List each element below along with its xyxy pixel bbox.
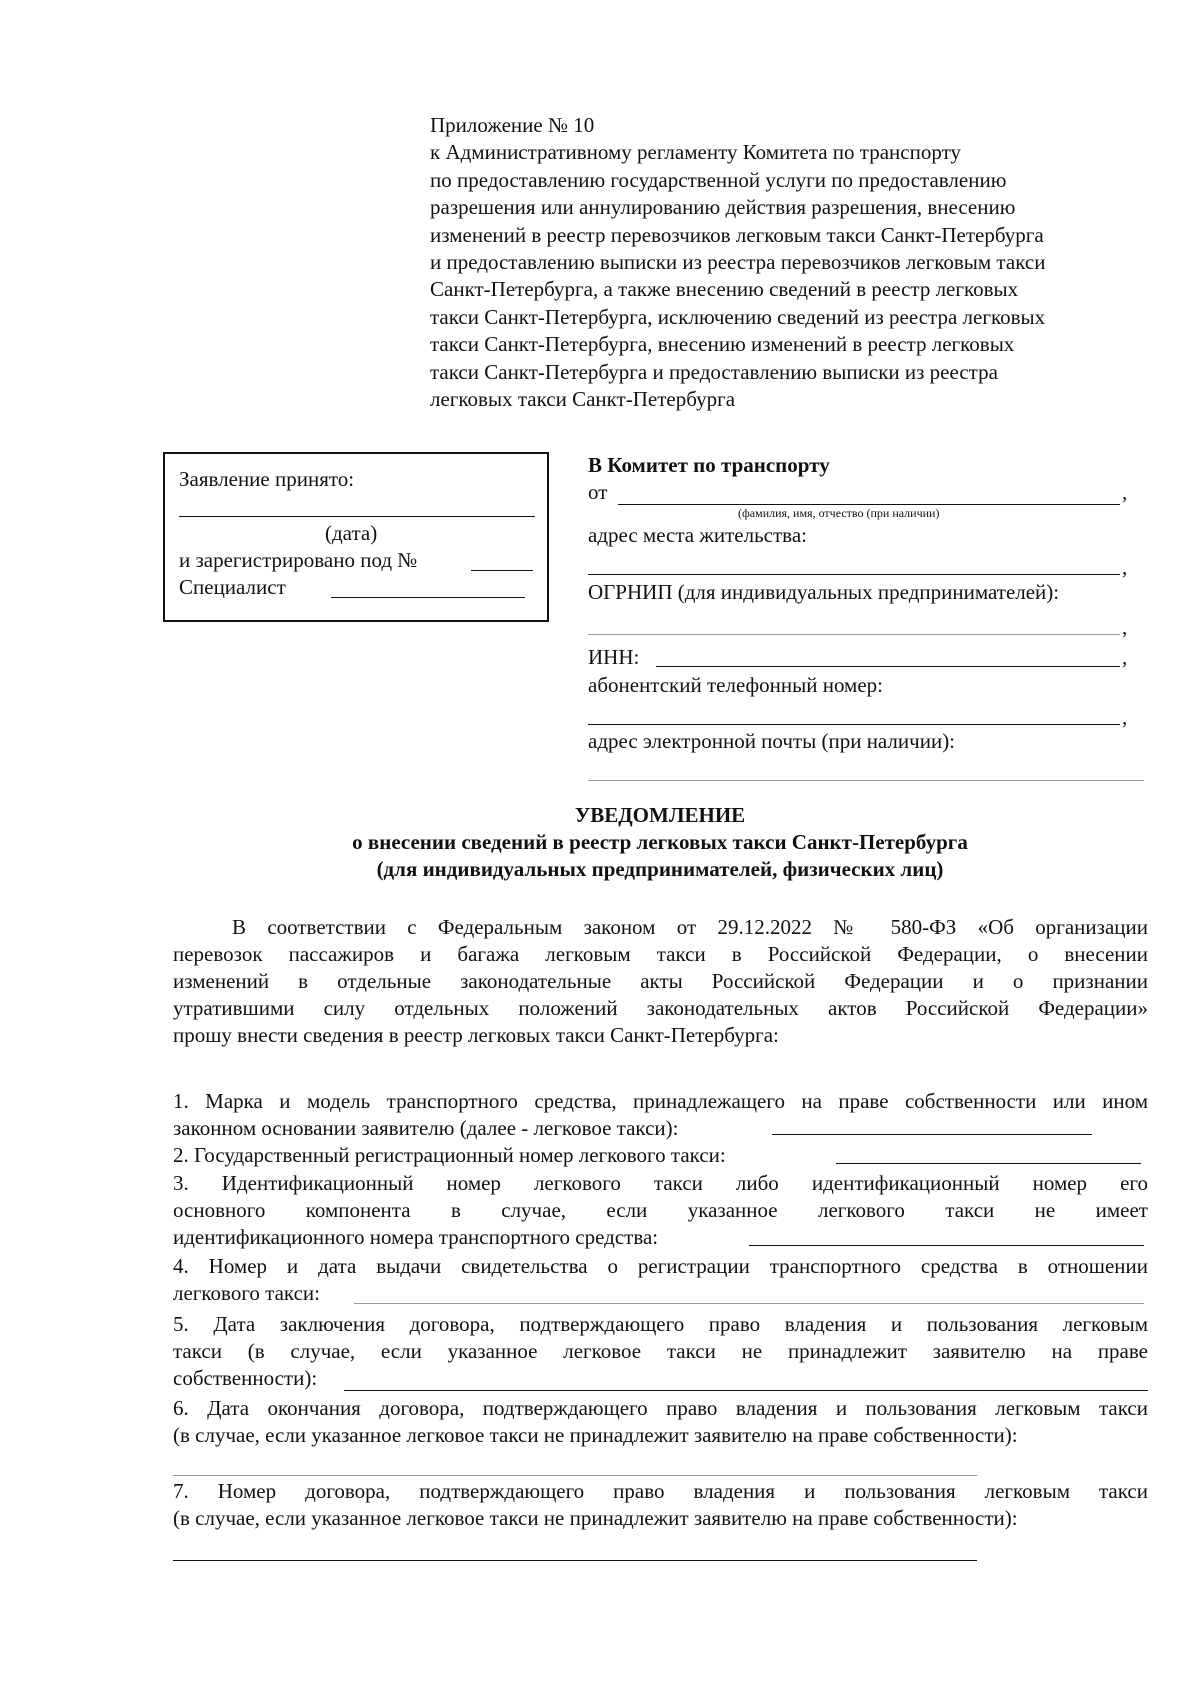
appendix-line: Приложение № 10 bbox=[430, 113, 595, 137]
item-text: легкового такси: bbox=[173, 1281, 320, 1305]
registration-box bbox=[163, 452, 549, 622]
intro-paragraph bbox=[173, 914, 1148, 1049]
intro-line: изменений в отдельные законодательные акты Российской Федерации и о признании bbox=[173, 969, 1148, 993]
appendix-line: такси Санкт-Петербурга, исключению сведений из реестра легковых bbox=[430, 304, 1046, 329]
phone-label: абонентский телефонный номер: bbox=[588, 673, 884, 697]
email-label: адрес электронной почты (при наличии): bbox=[588, 729, 956, 753]
intro-line: перевозок пассажиров и багажа легковым такси в Российской Федерации, о внесении bbox=[173, 942, 1148, 966]
item-1-field[interactable] bbox=[772, 1134, 1092, 1135]
from-label: от bbox=[588, 480, 608, 504]
registration-number-line[interactable] bbox=[471, 570, 533, 571]
item-7-field[interactable] bbox=[173, 1560, 977, 1561]
item-5-field[interactable] bbox=[344, 1390, 1148, 1391]
item-text: 4. Номер и дата выдачи свидетельства о регистрации транспортного средства в отношении bbox=[173, 1254, 1148, 1278]
item-4-field[interactable] bbox=[354, 1303, 1144, 1304]
item-5 bbox=[173, 1311, 1148, 1392]
registered-label: и зарегистрировано под № bbox=[179, 548, 418, 572]
notice-subtitle: (для индивидуальных предпринимателей, физических лиц) bbox=[376, 857, 944, 881]
item-7 bbox=[173, 1478, 1148, 1532]
address-line[interactable] bbox=[588, 574, 1120, 575]
appendix-line: такси Санкт-Петербурга, внесению изменений в реестр легковых bbox=[430, 332, 1015, 357]
item-6-field[interactable] bbox=[173, 1475, 977, 1476]
fio-line[interactable] bbox=[618, 504, 1120, 505]
comma: , bbox=[1122, 555, 1128, 579]
item-4 bbox=[173, 1253, 1148, 1307]
item-text: 2. Государственный регистрационный номер легкового такси: bbox=[173, 1143, 726, 1167]
notice-heading: УВЕДОМЛЕНИЕ bbox=[574, 803, 746, 827]
item-text: основного компонента в случае, если указанное легкового такси не имеет bbox=[173, 1198, 1148, 1222]
ogrnip-line[interactable] bbox=[588, 634, 1120, 635]
appendix-line: по предоставлению государственной услуги по предоставлению bbox=[430, 167, 1007, 192]
item-text: 3. Идентификационный номер легкового такси либо идентификационный номер его bbox=[173, 1171, 1148, 1195]
comma: , bbox=[1122, 480, 1128, 504]
specialist-line[interactable] bbox=[331, 597, 525, 598]
fio-caption: (фамилия, имя, отчество (при наличии) bbox=[738, 506, 940, 520]
item-text: идентификационного номера транспортного средства: bbox=[173, 1225, 659, 1249]
date-field-line[interactable] bbox=[179, 516, 535, 517]
appendix-line: легковых такси Санкт-Петербурга bbox=[430, 386, 736, 411]
item-text: законном основании заявителю (далее - легковое такси): bbox=[173, 1116, 679, 1140]
item-text: 1. Марка и модель транспортного средства, принадлежащего на праве собственности или ином bbox=[173, 1089, 1148, 1113]
item-text: 7. Номер договора, подтверждающего право владения и пользования легковым такси bbox=[173, 1479, 1148, 1503]
comma: , bbox=[1122, 645, 1128, 669]
address-label: адрес места жительства: bbox=[588, 523, 807, 547]
date-caption: (дата) bbox=[325, 521, 378, 545]
appendix-header bbox=[430, 112, 1045, 413]
notice-title-block bbox=[0, 802, 1200, 883]
intro-line: утратившими силу отдельных положений законодательных актов Российской Федерации» bbox=[173, 996, 1148, 1020]
comma: , bbox=[1122, 615, 1128, 639]
item-text: собственности): bbox=[173, 1366, 318, 1390]
item-2 bbox=[173, 1142, 726, 1169]
ogrnip-label: ОГРНИП (для индивидуальных предпринимателей): bbox=[588, 580, 1060, 604]
appendix-line: Санкт-Петербурга, а также внесению сведений в реестр легковых bbox=[430, 277, 1019, 302]
intro-line: прошу внести сведения в реестр легковых такси Санкт-Петербурга: bbox=[173, 1023, 779, 1047]
item-text: (в случае, если указанное легковое такси не принадлежит заявителю на праве собственности): bbox=[173, 1423, 1018, 1447]
item-text: (в случае, если указанное легковое такси не принадлежит заявителю на праве собственности): bbox=[173, 1506, 1018, 1530]
item-text: такси (в случае, если указанное легковое такси не принадлежит заявителю на праве bbox=[173, 1339, 1148, 1363]
notice-subtitle: о внесении сведений в реестр легковых такси Санкт-Петербурга bbox=[352, 830, 968, 854]
item-3-field[interactable] bbox=[749, 1245, 1144, 1246]
appendix-line: разрешения или аннулированию действия разрешения, внесению bbox=[430, 195, 1016, 220]
comma: , bbox=[1122, 705, 1128, 729]
addressee-title: В Комитет по транспорту bbox=[588, 453, 830, 477]
item-3 bbox=[173, 1170, 1148, 1251]
item-2-field[interactable] bbox=[836, 1163, 1141, 1164]
specialist-label: Специалист bbox=[179, 575, 286, 599]
item-text: 5. Дата заключения договора, подтверждающего право владения и пользования легковым bbox=[173, 1312, 1148, 1336]
appendix-line: такси Санкт-Петербурга и предоставлению выписки из реестра bbox=[430, 359, 998, 384]
appendix-line: и предоставлению выписки из реестра перевозчиков легковым такси bbox=[430, 249, 1046, 274]
inn-line[interactable] bbox=[656, 666, 1120, 667]
phone-line[interactable] bbox=[588, 724, 1120, 725]
inn-label: ИНН: bbox=[588, 645, 640, 669]
intro-line: В соответствии с Федеральным законом от 29.12.2022 № 580-ФЗ «Об организации bbox=[232, 915, 1148, 939]
addressee-block bbox=[588, 452, 1148, 782]
accepted-label: Заявление принято: bbox=[179, 467, 355, 491]
email-line[interactable] bbox=[588, 780, 1144, 781]
appendix-line: к Административному регламенту Комитета по транспорту bbox=[430, 140, 961, 165]
item-6 bbox=[173, 1395, 1148, 1449]
item-text: 6. Дата окончания договора, подтверждающего право владения и пользования легковым такси bbox=[173, 1396, 1148, 1420]
appendix-line: изменений в реестр перевозчиков легковым такси Санкт-Петербурга bbox=[430, 222, 1044, 247]
